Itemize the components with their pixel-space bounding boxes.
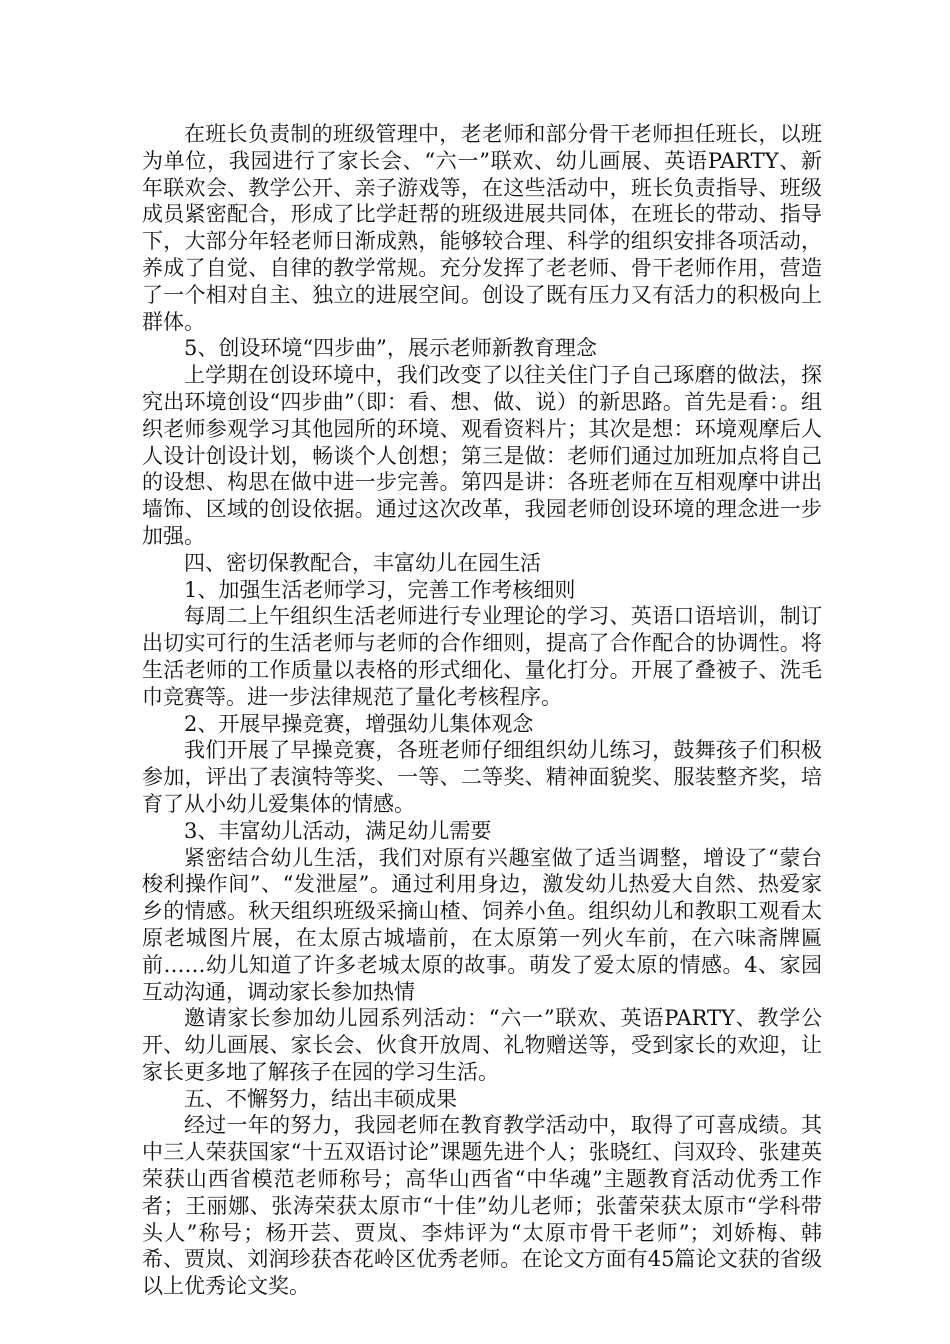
- paragraph-life-teacher-study: 每周二上午组织生活老师进行专业理论的学习、英语口语培训，制订出切实可行的生活老师与老师的合作细则，提高了合作配合的协调性。将生活老师的工作质量以表格的形式细化、量化打分。开展了叠被子、洗毛巾竞赛等。进一步法律规范了量化考核程序。: [142, 604, 822, 709]
- heading-environment-four-steps: 5、创设环境“四步曲”，展示老师新教育理念: [184, 336, 597, 361]
- heading-section-five: 五、不懈努力，结出丰硕成果: [184, 1086, 457, 1111]
- paragraph-achievements: 经过一年的努力，我园老师在教育教学活动中，取得了可喜成绩。其中三人荣获国家“十五双语讨论”课题先进个人；张晓红、闫双玲、张建英荣获山西省模范老师称号；高华山西省“中华魂”主题教育活动优秀工作者；王丽娜、张涛荣获太原市“十佳”幼儿老师；张蕾荣获太原市“学科带头人”称号；杨开芸、贾岚、李炜评为“太原市骨干老师”；刘娇梅、韩希、贾岚、刘润珍获杏花岭区优秀老师。在论文方面有45篇论文获的省级以上优秀论文奖。: [142, 1113, 822, 1299]
- document-body: [142, 121, 822, 1300]
- heading-morning-exercise: 2、开展早操竞赛，增强幼儿集体观念: [184, 711, 534, 736]
- heading-section-four: 四、密切保教配合，丰富幼儿在园生活: [184, 550, 541, 575]
- heading-enrich-activities: 3、丰富幼儿活动，满足幼儿需要: [184, 818, 492, 843]
- paragraph-environment-creation: 上学期在创设环境中，我们改变了以往关住门子自己琢磨的做法，探究出环境创设“四步曲”（即：看、想、做、说）的新思路。首先是看：。组织老师参观学习其他园所的环境、观看资料片；其次是想：环境观摩后人人设计创设计划，畅谈个人创想；第三是做：老师们通过加班加点将自己的设想、构思在做中进一步完善。第四是讲：各班老师在互相观摩中讲出墙饰、区域的创设依据。通过这次改革，我园老师创设环境的理念进一步加强。: [142, 363, 822, 548]
- paragraph-parent-activities: 邀请家长参加幼儿园系列活动：“六一”联欢、英语PARTY、教学公开、幼儿画展、家长会、伙食开放周、礼物赠送等，受到家长的欢迎，让家长更多地了解孩子在园的学习生活。: [142, 1006, 822, 1084]
- heading-life-teacher-study: 1、加强生活老师学习，完善工作考核细则: [184, 577, 576, 602]
- paragraph-class-management: 在班长负责制的班级管理中，老老师和部分骨干老师担任班长，以班为单位，我园进行了家长会、“六一”联欢、幼儿画展、英语PARTY、新年联欢会、教学公开、亲子游戏等，在这些活动中，班长负责指导、班级成员紧密配合，形成了比学赶帮的班级进展共同体，在班长的带动、指导下，大部分年轻老师日渐成熟，能够较合理、科学的组织安排各项活动，养成了自觉、自律的教学常规。充分发挥了老老师、骨干老师作用，营造了一个相对自主、独立的进展空间。创设了既有压力又有活力的积极向上群体。: [142, 122, 822, 334]
- paragraph-enrich-activities: 紧密结合幼儿生活，我们对原有兴趣室做了适当调整，增设了“蒙台梭利操作间”、“发泄屋”。通过利用身边，激发幼儿热爱大自然、热爱家乡的情感。秋天组织班级采摘山楂、饲养小鱼。组织幼儿和教职工观看太原老城图片展，在太原古城墙前，在太原第一列火车前，在六味斋牌匾前……幼儿知道了许多老城太原的故事。萌发了爱太原的情感。4、家园互动沟通，调动家长参加热情: [142, 845, 822, 1004]
- paragraph-morning-exercise: 我们开展了早操竞赛，各班老师仔细组织幼儿练习，鼓舞孩子们积极参加，评出了表演特等奖、一等、二等奖、精神面貌奖、服装整齐奖，培育了从小幼儿爱集体的情感。: [142, 738, 822, 816]
